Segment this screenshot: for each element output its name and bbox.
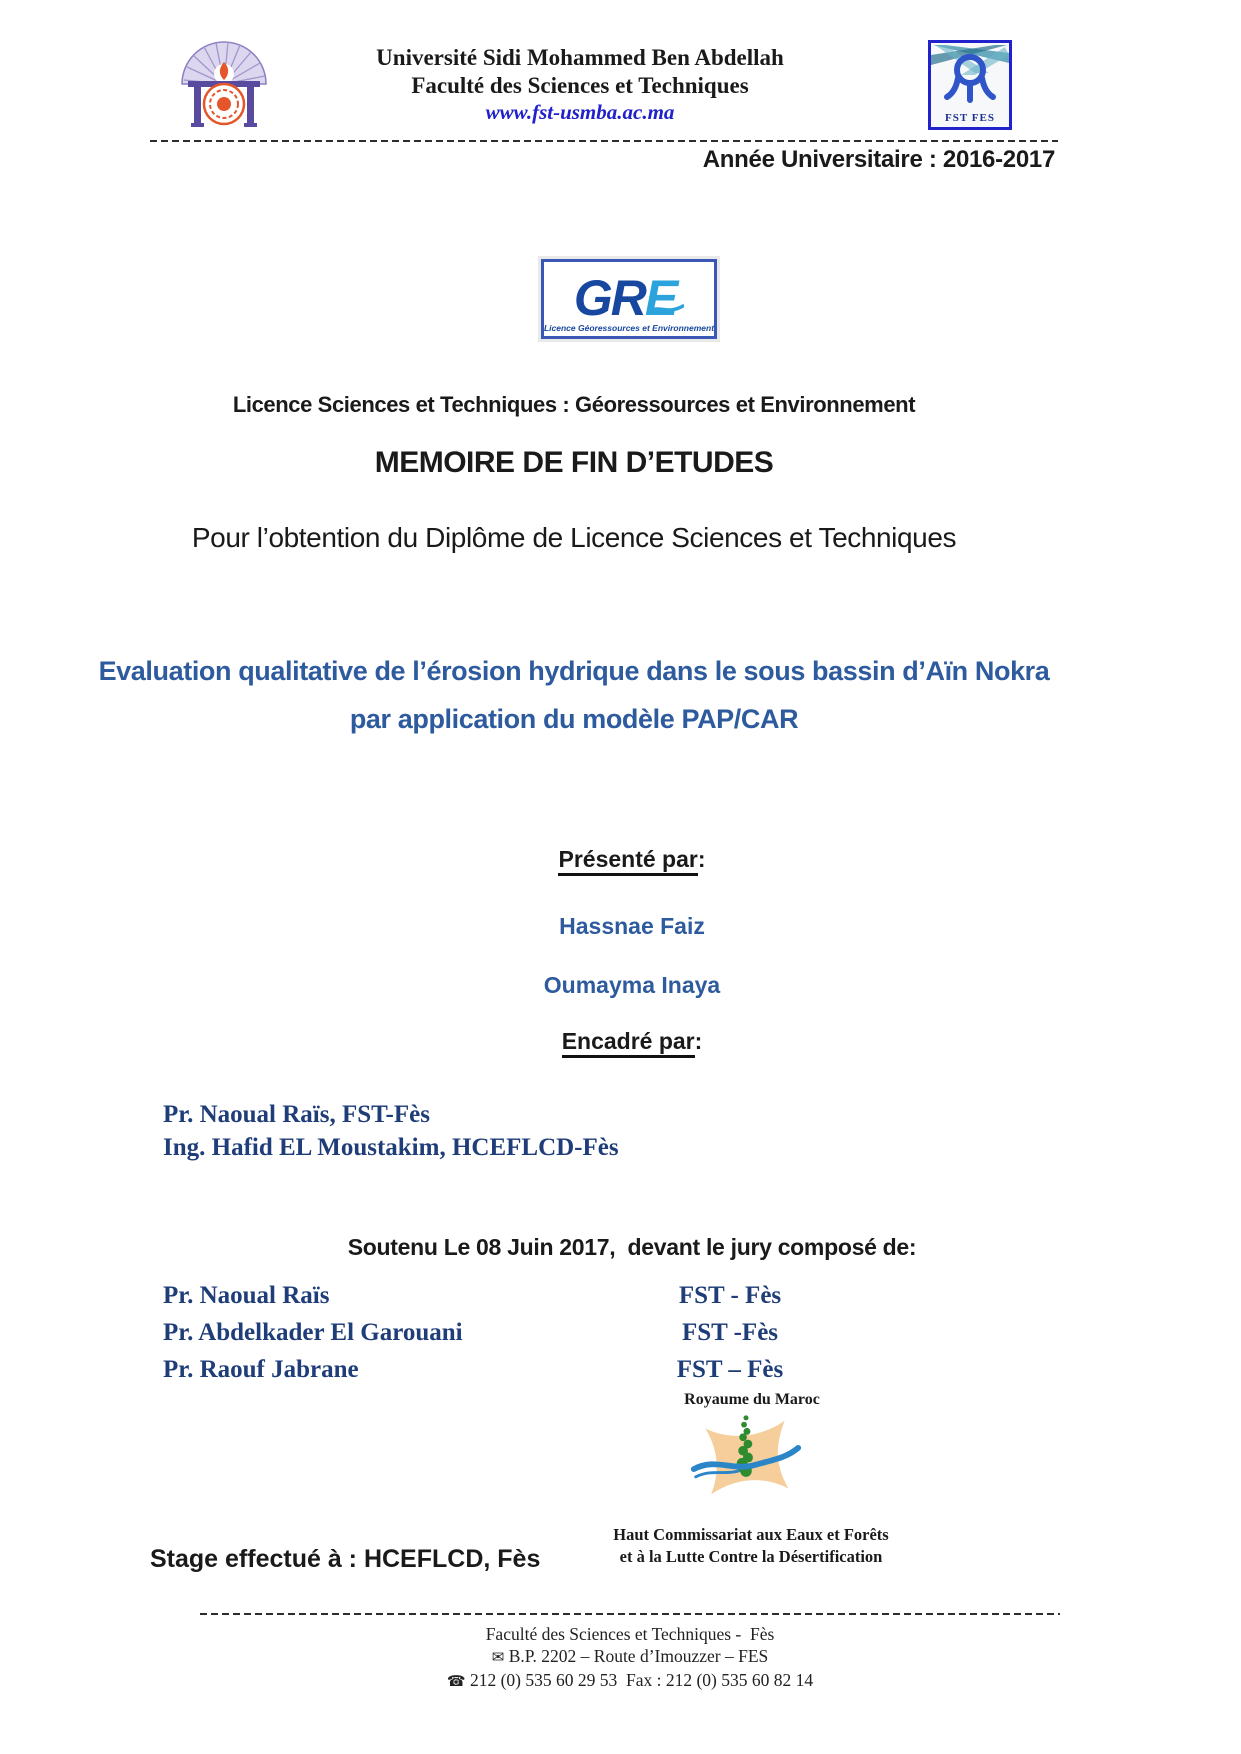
thesis-title-line1: Evaluation qualitative de l’érosion hydrique dans le sous bassin d’Aïn Nokra	[98, 656, 1050, 686]
kingdom-label: Royaume du Maroc	[684, 1391, 820, 1408]
memoire-heading: MEMOIRE DE FIN D’ETUDES	[374, 446, 774, 479]
hceflcd-emblem-icon	[688, 1406, 804, 1510]
supervisors-block	[163, 1098, 619, 1165]
jury-member-affiliation: FST – Fès	[676, 1356, 784, 1383]
jury-member-name: Pr. Naoual Raïs	[163, 1282, 330, 1309]
jury-row	[163, 1356, 923, 1384]
degree-purpose: Pour l’obtention du Diplôme de Licence Sciences et Techniques	[191, 522, 957, 553]
supervised-by-colon: :	[694, 1028, 703, 1054]
gre-program-logo-icon	[538, 256, 720, 342]
student-name-2: Oumayma Inaya	[543, 972, 721, 998]
phone-icon: ☎	[446, 1673, 466, 1690]
thesis-title-line2: par application du modèle PAP/CAR	[349, 704, 799, 734]
supervised-by-underlined: Encadré par	[562, 1028, 695, 1058]
university-name: Université Sidi Mohammed Ben Abdellah	[376, 45, 784, 70]
supervisor-1: Pr. Naoual Raïs, FST-Fès	[163, 1101, 430, 1128]
usmba-logo-graphic	[172, 34, 276, 130]
jury-member-name: Pr. Raouf Jabrane	[163, 1356, 359, 1383]
program-title: Licence Sciences et Techniques : Géoressources et Environnement	[232, 392, 916, 417]
jury-member-affiliation: FST -Fès	[681, 1319, 779, 1346]
gre-logo-subtitle: Licence Géoressources et Environnement	[543, 323, 715, 333]
fst-fes-logo-label: FST FES	[945, 112, 995, 124]
supervisor-2: Ing. Hafid EL Moustakim, HCEFLCD-Fès	[163, 1134, 619, 1162]
jury-row	[163, 1282, 923, 1310]
fst-fes-logo-icon	[928, 40, 1012, 130]
footer-phone-line	[195, 1669, 1065, 1692]
hceflcd-emblem-graphic	[688, 1406, 804, 1510]
footer-address-line	[195, 1645, 1065, 1668]
footer-faculty-line: Faculté des Sciences et Techniques - Fès	[485, 1624, 775, 1644]
academic-year: Année Universitaire : 2016-2017	[702, 146, 1055, 173]
jury-member-name: Pr. Abdelkader El Garouani	[163, 1319, 463, 1346]
hceflcd-org-line1: Haut Commissariat aux Eaux et Forêts	[613, 1525, 889, 1544]
fst-fes-logo-graphic	[931, 43, 1009, 105]
gre-logo-letters	[573, 270, 684, 326]
jury-member-affiliation: FST - Fès	[678, 1282, 782, 1309]
internship-location: Stage effectué à : HCEFLCD, Fès	[150, 1545, 541, 1573]
gre-letter-e: E	[644, 270, 677, 326]
mail-icon: ✉	[491, 1650, 505, 1667]
hceflcd-org-line2: et à la Lutte Contre la Désertification	[619, 1546, 883, 1566]
presented-by-colon: :	[697, 846, 706, 872]
website-link[interactable]: www.fst-usmba.ac.ma	[485, 100, 675, 125]
defense-intro: Soutenu Le 08 Juin 2017, devant le jury composé de:	[347, 1234, 917, 1260]
footer-contact-block	[195, 1623, 1065, 1692]
presented-by-label	[58, 846, 1206, 873]
supervised-by-label	[58, 1028, 1206, 1055]
footer-address-text: B.P. 2202 – Route d’Imouzzer – FES	[508, 1646, 769, 1667]
usmba-university-logo-icon	[172, 34, 276, 130]
student-name-1: Hassnae Faiz	[559, 913, 705, 939]
gre-letters-gr: GR	[573, 270, 645, 326]
footer-divider	[200, 1613, 1060, 1615]
faculty-name: Faculté des Sciences et Techniques	[411, 73, 749, 99]
footer-phone-text: 212 (0) 535 60 29 53 Fax : 212 (0) 535 60 82 14	[469, 1669, 814, 1690]
presented-by-underlined: Présenté par	[558, 846, 697, 876]
header-divider	[150, 140, 1058, 142]
jury-row	[163, 1319, 923, 1347]
hceflcd-organization-name	[571, 1524, 931, 1568]
gre-logo-frame	[541, 259, 717, 339]
header-text-block	[330, 44, 830, 126]
